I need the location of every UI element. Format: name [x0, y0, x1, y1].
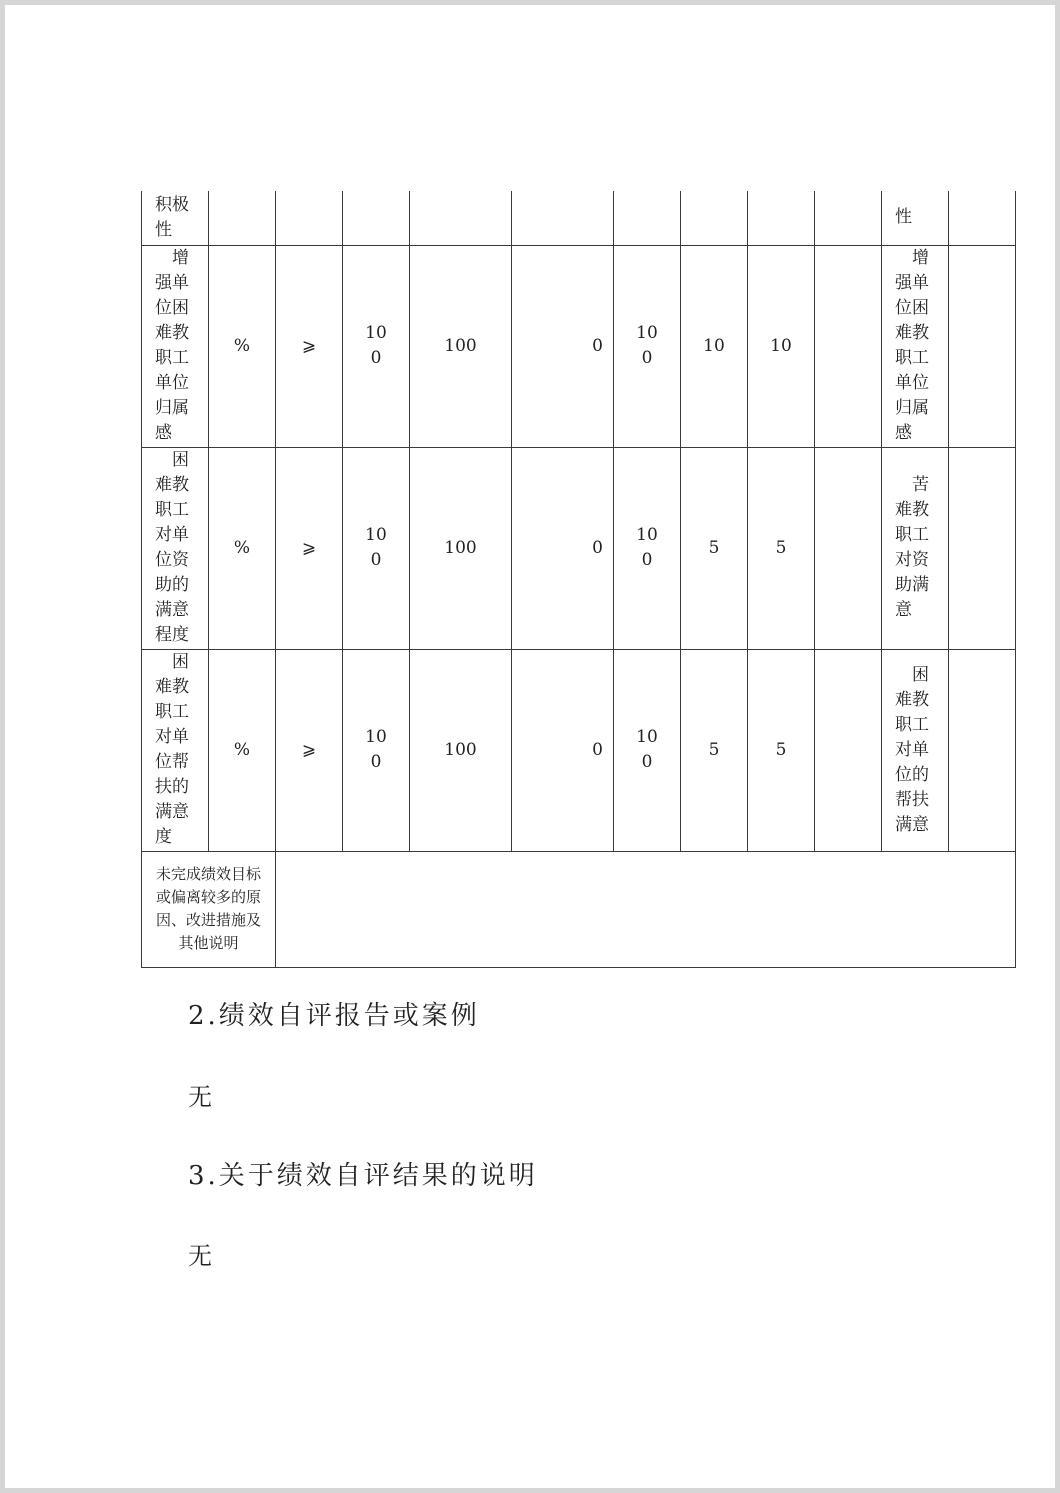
operator-cell: ⩾: [276, 649, 343, 851]
score-rate-cell: [614, 245, 681, 447]
section-3-body: 无: [188, 1242, 212, 1270]
indicator-text: 困难教职工对单位资助的满意程度: [155, 450, 189, 645]
standard-cell: [882, 649, 949, 851]
indicator-cell: [142, 649, 209, 851]
table-row: [142, 447, 1016, 649]
standard-cell: [882, 191, 949, 245]
weight-cell: 10: [681, 245, 748, 447]
unit-cell: %: [209, 649, 276, 851]
standard-text: 苦难教职工对资助满意: [895, 475, 929, 620]
target-value: 100: [365, 323, 387, 368]
indicator-text: 增强单位困难教职工单位归属感: [155, 248, 189, 443]
unit-cell: %: [209, 245, 276, 447]
actual-cell: 100: [410, 245, 512, 447]
note-label: 未完成绩效目标或偏离较多的原因、改进措施及其他说明: [155, 865, 261, 952]
section-2-body: 无: [188, 1083, 212, 1111]
score-rate-value: 100: [636, 525, 658, 570]
table-row: [142, 649, 1016, 851]
deviation-cell: 0: [512, 245, 614, 447]
score-rate-value: 100: [636, 727, 658, 772]
unit-cell: %: [209, 447, 276, 649]
actual-cell: 100: [410, 649, 512, 851]
document-page: [5, 5, 1055, 1488]
indicator-text: 困难教职工对单位帮扶的满意度: [155, 652, 189, 847]
indicator-cell: [142, 447, 209, 649]
weight-cell: 5: [681, 649, 748, 851]
operator-cell: ⩾: [276, 245, 343, 447]
deviation-cell: 0: [512, 649, 614, 851]
target-cell: [343, 649, 410, 851]
target-value: 100: [365, 727, 387, 772]
table-row: [142, 245, 1016, 447]
actual-cell: 100: [410, 447, 512, 649]
performance-table: [141, 191, 1016, 968]
score-cell: 10: [748, 245, 815, 447]
standard-text: 困难教职工对单位的帮扶满意: [895, 664, 929, 835]
indicator-cell: [142, 191, 209, 245]
table-row: [142, 851, 1016, 967]
score-cell: 5: [748, 649, 815, 851]
standard-text: 性: [895, 207, 912, 228]
score-rate-cell: [614, 447, 681, 649]
target-value: 100: [365, 525, 387, 570]
target-cell: [343, 447, 410, 649]
deviation-cell: 0: [512, 447, 614, 649]
indicator-cell: [142, 245, 209, 447]
target-cell: [343, 245, 410, 447]
weight-cell: 5: [681, 447, 748, 649]
note-value-cell: [276, 851, 1016, 967]
standard-cell: [882, 245, 949, 447]
table-row: [142, 191, 1016, 245]
standard-text: 增强单位困难教职工单位归属感: [895, 248, 929, 443]
section-2-heading: 2.绩效自评报告或案例: [188, 1001, 480, 1031]
score-rate-cell: [614, 649, 681, 851]
standard-cell: [882, 447, 949, 649]
indicator-text: 积极性: [155, 194, 189, 240]
operator-cell: ⩾: [276, 447, 343, 649]
score-rate-value: 100: [636, 323, 658, 368]
note-label-cell: [142, 851, 276, 967]
score-cell: 5: [748, 447, 815, 649]
section-3-heading: 3.关于绩效自评结果的说明: [188, 1161, 538, 1191]
